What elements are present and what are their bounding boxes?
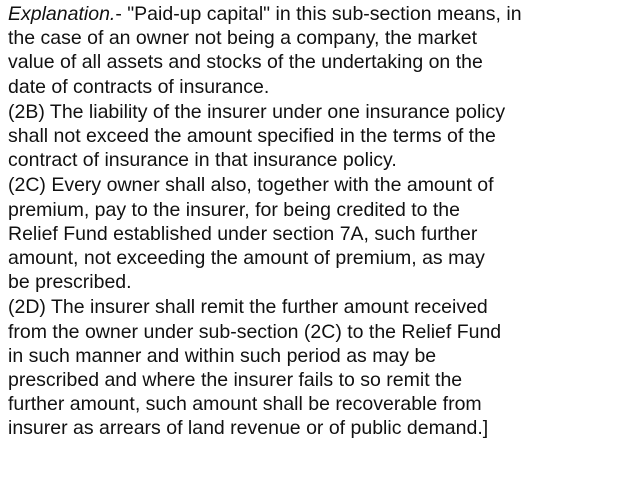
text-line — [8, 2, 634, 26]
text-line: be prescribed. — [8, 271, 132, 294]
text-line: contract of insurance in that insurance policy. — [8, 149, 397, 172]
text-line: shall not exceed the amount specified in the terms of the — [8, 125, 496, 148]
text-line: premium, pay to the insurer, for being credited to the — [8, 198, 460, 221]
explanation-term: Explanation. — [8, 3, 116, 25]
text-line: insurer as arrears of land revenue or of public demand.] — [8, 417, 489, 440]
text-line: (2B) The liability of the insurer under one insurance policy — [8, 100, 506, 123]
text-line: (2D) The insurer shall remit the further amount received — [8, 296, 488, 319]
clause-2b-paragraph — [8, 100, 634, 173]
text-line: amount, not exceeding the amount of premium, as may — [8, 247, 485, 270]
text-line: prescribed and where the insurer fails to so remit the — [8, 369, 463, 392]
text-line-content: - "Paid-up capital" in this sub-section means, in — [115, 3, 522, 25]
clause-2d-paragraph — [8, 295, 634, 440]
text-line: value of all assets and stocks of the undertaking on the — [8, 51, 483, 74]
clause-2c-paragraph — [8, 173, 634, 294]
text-line: from the owner under sub-section (2C) to the Relief Fund — [8, 320, 502, 343]
explanation-paragraph — [8, 2, 634, 99]
text-line: date of contracts of insurance. — [8, 75, 270, 98]
text-line: (2C) Every owner shall also, together with the amount of — [8, 174, 494, 197]
document-body — [8, 2, 634, 441]
text-line: further amount, such amount shall be recoverable from — [8, 393, 482, 416]
text-line: in such manner and within such period as may be — [8, 344, 437, 367]
text-line: Relief Fund established under section 7A, such further — [8, 222, 478, 245]
text-line: the case of an owner not being a company, the market — [8, 27, 477, 50]
